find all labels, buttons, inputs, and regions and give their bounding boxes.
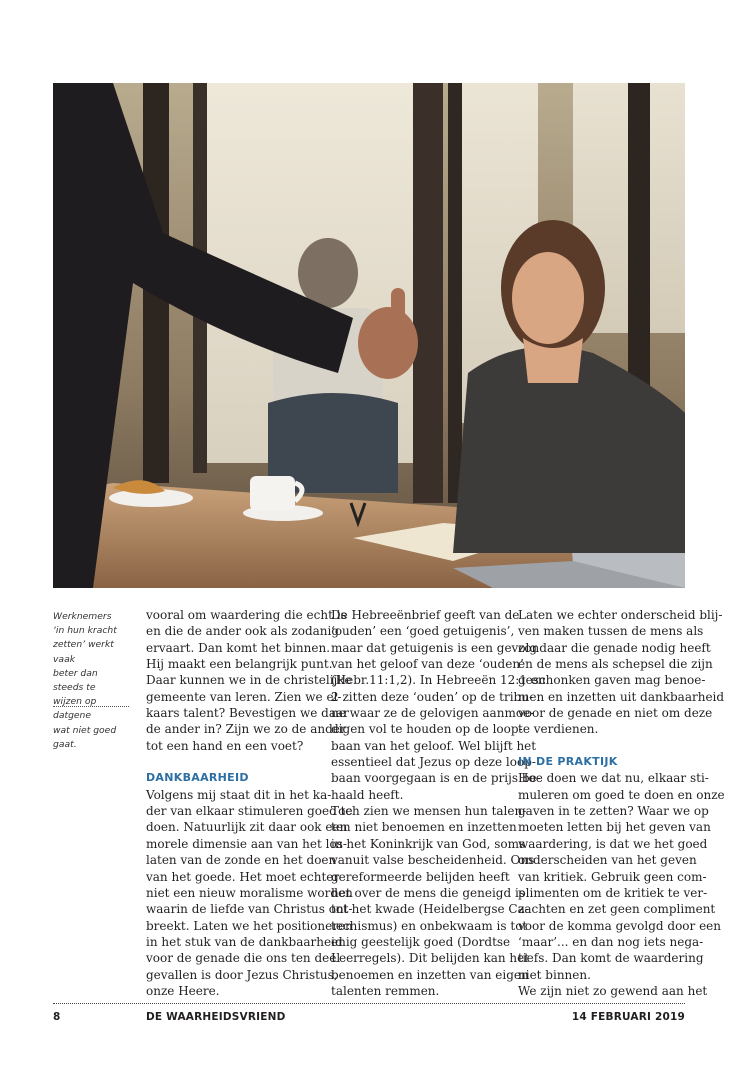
text-line: moeten letten bij het geven van bbox=[518, 820, 711, 835]
text-line: doen. Natuurlijk zit daar ook een bbox=[146, 820, 348, 835]
text-line: gereformeerde belijden heeft bbox=[331, 869, 510, 884]
text-line: ne waar ze de gelovigen aanmoe- bbox=[331, 706, 535, 721]
text-line: in het stuk van de dankbaarheid bbox=[146, 934, 343, 949]
text-line: van het geloof van deze ‘ouden’ bbox=[331, 657, 524, 672]
section-heading-in-de-praktijk: IN DE PRAKTIJK bbox=[518, 755, 618, 769]
text-line: de ander in? Zijn we zo de ander bbox=[146, 722, 346, 737]
text-line: baan van het geloof. Wel blijft het bbox=[331, 738, 537, 753]
text-line: voor de genade die ons ten deel bbox=[146, 951, 341, 966]
text-line: voor de komma gevolgd door een bbox=[518, 918, 722, 933]
text-line: het over de mens die geneigd is bbox=[331, 885, 525, 900]
issue-date: 14 FEBRUARI 2019 bbox=[571, 1011, 685, 1023]
text-line: te verdienen. bbox=[518, 722, 599, 737]
text-line: voor de genade en niet om deze bbox=[518, 706, 713, 721]
section-heading-dankbaarheid: DANKBAARHEID bbox=[146, 771, 249, 785]
page-number: 8 bbox=[53, 1011, 61, 1023]
text-line: vooral om waardering die echt is bbox=[146, 608, 347, 622]
text-line: benoemen en inzetten van eigen bbox=[331, 967, 529, 982]
text-line: waarin de liefde van Christus ont- bbox=[146, 902, 353, 917]
text-line: plimenten om de kritiek te ver- bbox=[518, 885, 708, 900]
text-line: Hoe doen we dat nu, elkaar sti- bbox=[518, 771, 709, 786]
text-line: 2 zitten deze ‘ouden’ op de tribu- bbox=[331, 689, 534, 704]
text-line: digen vol te houden op de loop- bbox=[331, 722, 523, 737]
text-line: morele dimensie aan van het los- bbox=[146, 836, 347, 851]
text-line: maar dat getuigenis is een gevolg bbox=[331, 640, 538, 655]
article-column-3 bbox=[518, 607, 725, 999]
paragraph bbox=[518, 983, 708, 999]
caption-line: Werknemers bbox=[53, 611, 112, 622]
text-line: essentieel dat Jezus op deze loop- bbox=[331, 755, 536, 770]
text-line: niet een nieuw moralisme worden bbox=[146, 885, 353, 900]
article-column-1 bbox=[146, 607, 353, 999]
text-line: gemeente van leren. Zien we el- bbox=[146, 689, 342, 704]
paragraph bbox=[331, 803, 535, 999]
photo-illustration bbox=[53, 83, 685, 588]
text-line: tiefs. Dan komt de waardering bbox=[518, 951, 704, 966]
text-line: enig geestelijk goed (Dordtse bbox=[331, 934, 511, 949]
caption-line: gaat. bbox=[53, 738, 77, 750]
text-line: Laten we echter onderscheid blij- bbox=[518, 608, 723, 622]
text-line: Volgens mij staat dit in het ka- bbox=[146, 787, 332, 802]
text-line: We zijn niet zo gewend aan het bbox=[518, 983, 708, 998]
text-line: van kritiek. Gebruik geen com- bbox=[518, 869, 707, 884]
text-line: in het Koninkrijk van God, soms bbox=[331, 836, 526, 851]
text-line: onze Heere. bbox=[146, 983, 220, 998]
text-line: De Hebreeënbrief geeft van de bbox=[331, 608, 520, 622]
text-line: ervaart. Dan komt het binnen. bbox=[146, 640, 331, 655]
text-line: gaven in te zetten? Waar we op bbox=[518, 804, 709, 819]
text-line: haald heeft. bbox=[331, 787, 404, 802]
text-line: onderscheiden van het geven bbox=[518, 853, 697, 868]
text-line: talenten remmen. bbox=[331, 983, 440, 998]
footer-divider bbox=[53, 1003, 685, 1004]
caption-line: wat niet goed bbox=[53, 724, 117, 736]
text-line: gevallen is door Jezus Christus, bbox=[146, 967, 338, 982]
text-line: Toch zien we mensen hun talen- bbox=[331, 804, 527, 819]
caption-line: zetten’ werkt vaak bbox=[53, 639, 114, 665]
text-line: tot een hand en een voet? bbox=[146, 738, 304, 753]
text-line: Hij maakt een belangrijk punt. bbox=[146, 657, 333, 672]
article-column-2 bbox=[331, 607, 546, 999]
text-line: laten van de zonde en het doen bbox=[146, 853, 337, 868]
text-line: baan voorgegaan is en de prijs be- bbox=[331, 771, 541, 786]
text-line: kaars talent? Bevestigen we daar bbox=[146, 706, 349, 721]
paragraph bbox=[518, 770, 725, 982]
text-line: en de mens als schepsel die zijn bbox=[518, 657, 713, 672]
text-line: zondaar die genade nodig heeft bbox=[518, 640, 711, 655]
caption-divider bbox=[53, 706, 129, 707]
text-line: en die de ander ook als zodanig bbox=[146, 624, 340, 639]
text-line: ten niet benoemen en inzetten bbox=[331, 820, 517, 835]
caption-line: ‘in hun kracht bbox=[53, 625, 117, 637]
text-line: Leerregels). Dit belijden kan het bbox=[331, 951, 530, 966]
paragraph bbox=[146, 607, 352, 754]
text-line: geschonken gaven mag benoe- bbox=[518, 673, 706, 688]
article-photo bbox=[53, 83, 685, 588]
caption-line: wijzen op datgene bbox=[53, 696, 97, 722]
text-line: techismus) en onbekwaam is tot bbox=[331, 918, 528, 933]
text-line: van het goede. Het moet echter bbox=[146, 869, 340, 884]
paragraph bbox=[518, 607, 725, 738]
text-line: ven maken tussen de mens als bbox=[518, 624, 704, 639]
text-line: vanuit valse bescheidenheid. Ons bbox=[331, 853, 535, 868]
paragraph bbox=[331, 607, 546, 803]
text-line: der van elkaar stimuleren goed te bbox=[146, 804, 353, 819]
text-line: men en inzetten uit dankbaarheid bbox=[518, 689, 725, 704]
paragraph bbox=[146, 787, 353, 999]
text-line: Daar kunnen we in de christelijke bbox=[146, 673, 352, 688]
magazine-name: DE WAARHEIDSVRIEND bbox=[146, 1011, 286, 1023]
photo-caption bbox=[53, 610, 129, 752]
text-line: niet binnen. bbox=[518, 967, 591, 982]
text-line: (Hebr.11:1,2). In Hebreeën 12:1 en bbox=[331, 673, 546, 688]
caption-line: beter dan steeds te bbox=[53, 667, 98, 694]
text-line: ‘ouden’ een ‘goed getuigenis’, bbox=[331, 624, 515, 639]
text-line: waardering, is dat we het goed bbox=[518, 836, 708, 851]
text-line: muleren om goed te doen en onze bbox=[518, 787, 725, 802]
text-line: breekt. Laten we het positioneren bbox=[146, 918, 353, 933]
text-line: ‘maar’... en dan nog iets nega- bbox=[518, 934, 704, 949]
text-line: zachten en zet geen compliment bbox=[518, 902, 716, 917]
text-line: tot het kwade (Heidelbergse Ca- bbox=[331, 902, 529, 917]
